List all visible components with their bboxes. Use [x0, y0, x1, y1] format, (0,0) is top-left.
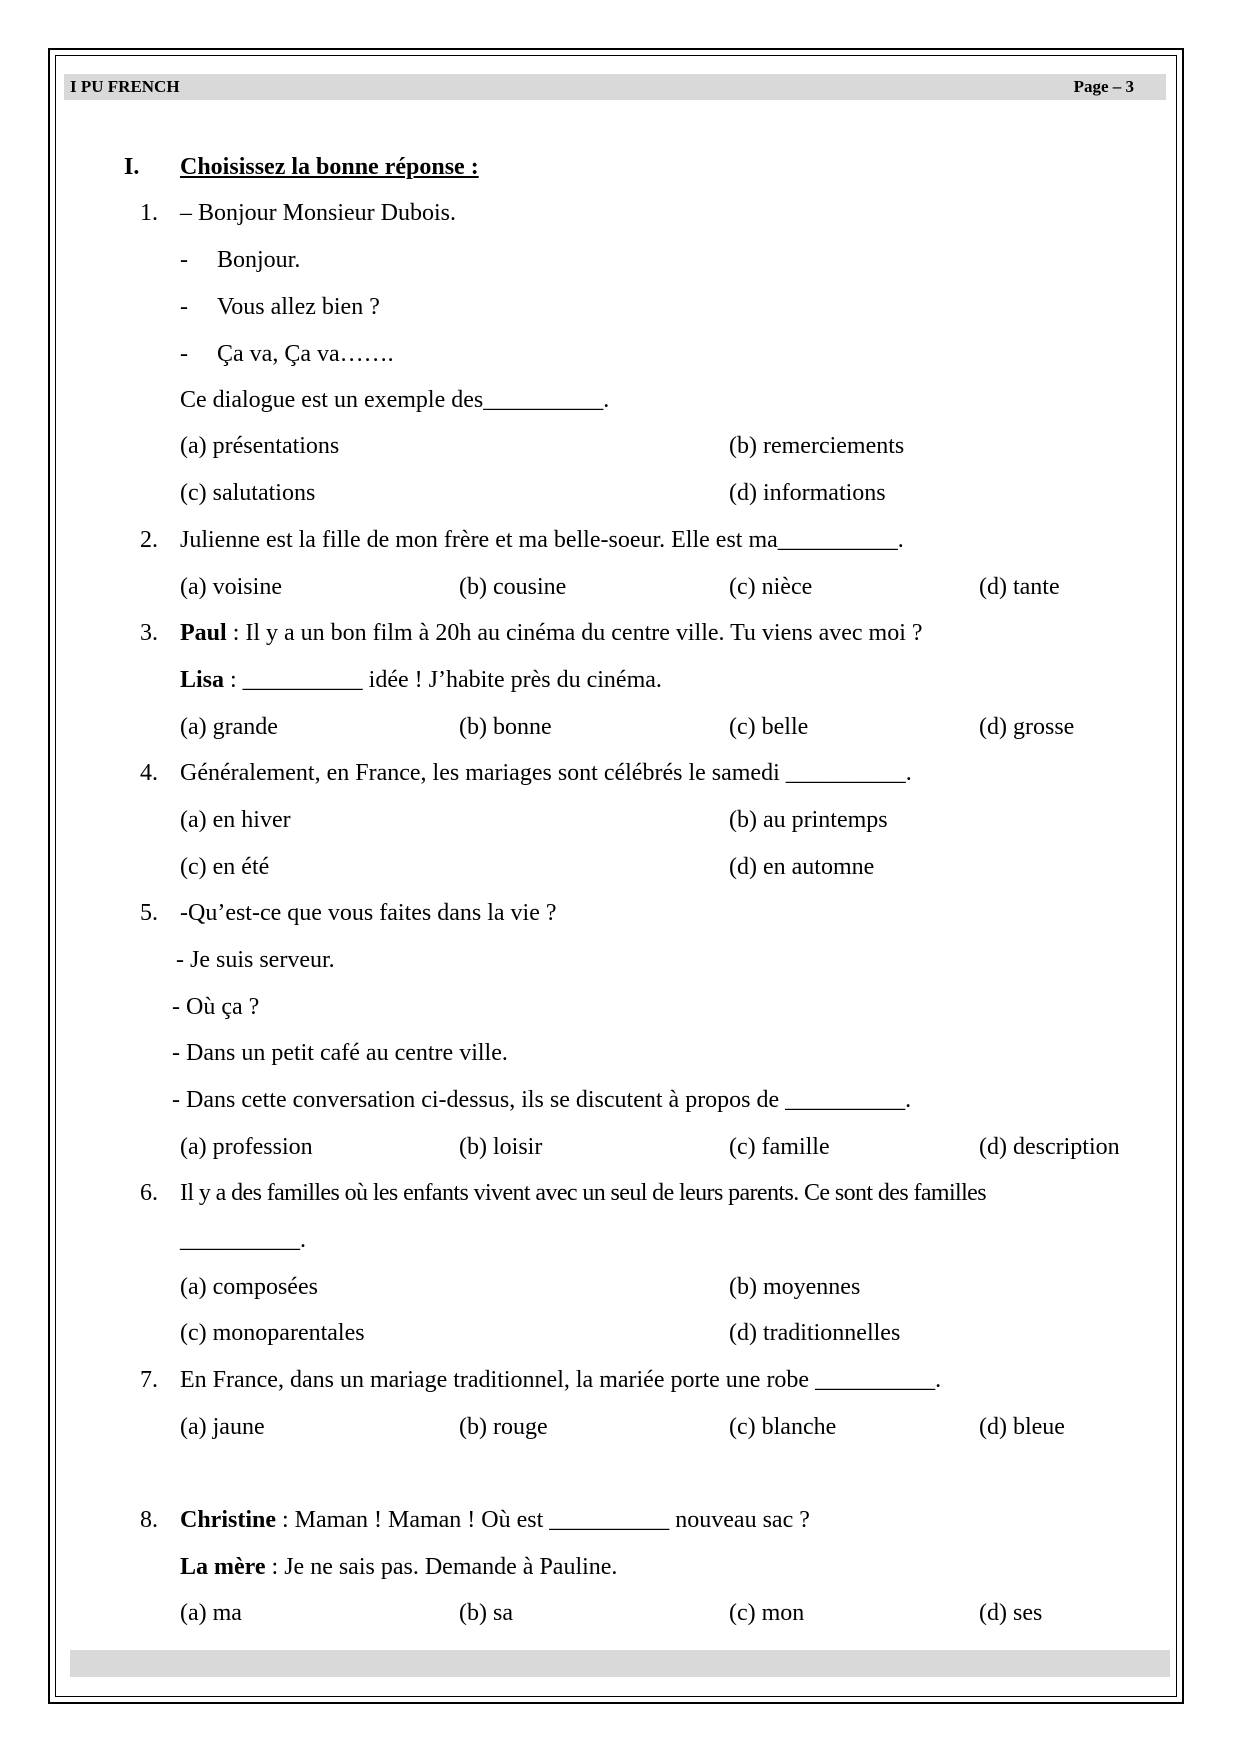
question-number: 6. [140, 1180, 158, 1206]
question-text: – Bonjour Monsieur Dubois. [180, 200, 456, 226]
option-a: (a) en hiver [180, 807, 291, 833]
question-number: 8. [140, 1507, 158, 1533]
speaker-name: Christine [180, 1507, 276, 1533]
dialogue-line [180, 618, 923, 648]
dialogue-dash: - [180, 341, 188, 367]
option-b: (b) bonne [459, 714, 552, 740]
speaker-name: Paul [180, 620, 227, 646]
answer-blank: __________. [180, 1227, 306, 1253]
option-d: (d) en automne [729, 854, 875, 880]
option-c: (c) en été [180, 854, 270, 880]
dialogue-line: - Où ça ? [172, 994, 260, 1020]
section-number: I. [124, 154, 140, 180]
option-a: (a) jaune [180, 1414, 265, 1440]
dialogue-line [180, 665, 662, 695]
option-a: (a) composées [180, 1274, 318, 1300]
option-b: (b) remerciements [729, 433, 905, 459]
option-d: (d) informations [729, 480, 886, 506]
option-c: (c) salutations [180, 480, 316, 506]
speech-text: : Je ne sais pas. Demande à Pauline. [265, 1554, 618, 1580]
option-b: (b) loisir [459, 1134, 543, 1160]
option-d: (d) traditionnelles [729, 1320, 901, 1346]
option-b: (b) moyennes [729, 1274, 861, 1300]
option-a: (a) profession [180, 1134, 313, 1160]
speaker-name: Lisa [180, 667, 225, 693]
option-b: (b) au printemps [729, 807, 888, 833]
dialogue-line: Vous allez bien ? [217, 294, 380, 320]
option-d: (d) bleue [979, 1414, 1065, 1440]
option-b: (b) sa [459, 1600, 513, 1626]
option-a: (a) grande [180, 714, 278, 740]
option-a: (a) présentations [180, 433, 340, 459]
option-c: (c) blanche [729, 1414, 837, 1440]
option-d: (d) ses [979, 1600, 1043, 1626]
option-c: (c) belle [729, 714, 809, 740]
header-page-number: Page – 3 [1073, 77, 1134, 96]
question-number: 7. [140, 1367, 158, 1393]
dialogue-line [180, 1552, 617, 1582]
option-d: (d) grosse [979, 714, 1075, 740]
option-b: (b) cousine [459, 574, 567, 600]
dialogue-dash: - [180, 294, 188, 320]
dialogue-dash: - [180, 247, 188, 273]
option-c: (c) famille [729, 1134, 830, 1160]
question-text: Julienne est la fille de mon frère et ma belle-soeur. Elle est ma__________. [180, 527, 904, 553]
speaker-name: La mère [180, 1554, 266, 1580]
question-text: Il y a des familles où les enfants vivent avec un seul de leurs parents. Ce sont des familles [180, 1180, 986, 1206]
option-c: (c) monoparentales [180, 1320, 365, 1346]
option-c: (c) mon [729, 1600, 805, 1626]
option-a: (a) voisine [180, 574, 282, 600]
header-course: I PU FRENCH [70, 77, 180, 96]
question-number: 1. [140, 200, 158, 226]
speech-text: : Il y a un bon film à 20h au cinéma du centre ville. Tu viens avec moi ? [226, 620, 923, 646]
footer-bar [70, 1650, 1170, 1677]
option-c: (c) nièce [729, 574, 813, 600]
dialogue-line: Ça va, Ça va……. [217, 341, 394, 367]
speech-text: : __________ idée ! J’habite près du cinéma. [224, 667, 662, 693]
speech-text: : Maman ! Maman ! Où est __________ nouveau sac ? [276, 1507, 810, 1533]
question-text: En France, dans un mariage traditionnel, la mariée porte une robe __________. [180, 1367, 942, 1393]
question-text: Généralement, en France, les mariages sont célébrés le samedi __________. [180, 760, 912, 786]
question-prompt: Ce dialogue est un exemple des__________. [180, 387, 610, 413]
dialogue-line: Bonjour. [217, 247, 301, 273]
dialogue-line [180, 1505, 810, 1535]
question-prompt: - Dans cette conversation ci-dessus, ils se discutent à propos de __________. [172, 1087, 912, 1113]
option-b: (b) rouge [459, 1414, 548, 1440]
question-number: 5. [140, 900, 158, 926]
question-number: 3. [140, 620, 158, 646]
option-a: (a) ma [180, 1600, 242, 1626]
option-d: (d) description [979, 1134, 1120, 1160]
question-number: 2. [140, 527, 158, 553]
dialogue-line: - Je suis serveur. [176, 947, 335, 973]
option-d: (d) tante [979, 574, 1060, 600]
dialogue-line: - Dans un petit café au centre ville. [172, 1040, 508, 1066]
section-title: Choisissez la bonne réponse : [180, 154, 479, 180]
header-bar [64, 74, 1166, 100]
question-number: 4. [140, 760, 158, 786]
dialogue-line: -Qu’est-ce que vous faites dans la vie ? [180, 900, 557, 926]
